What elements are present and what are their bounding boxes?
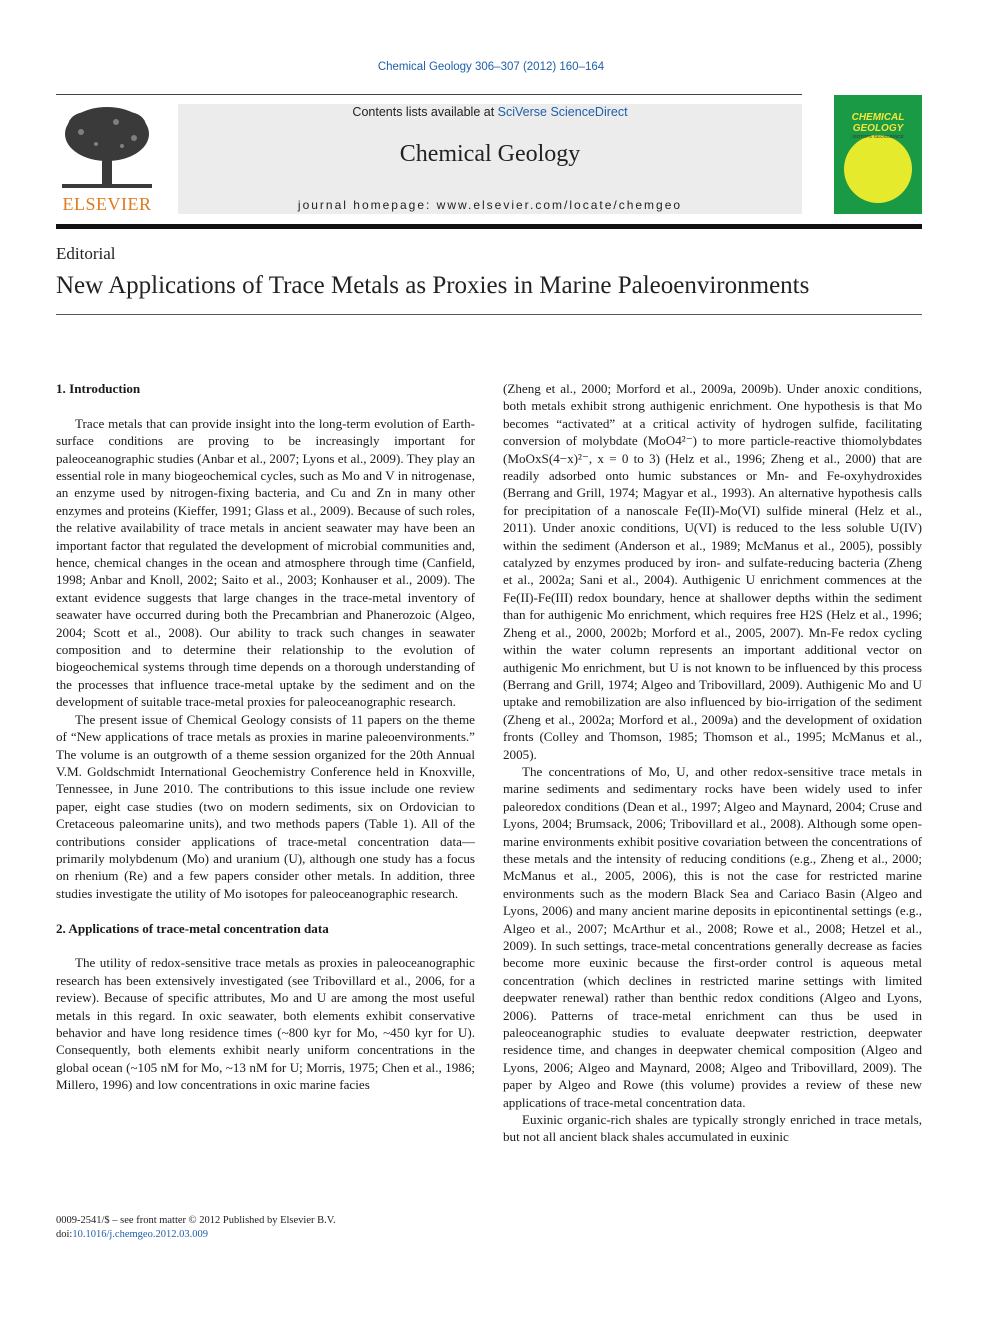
right-column [503, 380, 922, 1146]
cover-subtitle: ISOTOPE GEOSCIENCE [852, 134, 904, 139]
title-rule [56, 314, 922, 315]
doi-link[interactable]: 10.1016/j.chemgeo.2012.03.009 [72, 1229, 208, 1240]
section-heading-introduction: 1. Introduction [56, 381, 141, 396]
paragraph: (Zheng et al., 2000; Morford et al., 2009a, 2009b). Under anoxic conditions, both metals exhibit strong authigenic enrichment. One hypothesis is that Mo becomes “activated” at a critical activity of hydrogen sulfide, facilitating conversion of molybdate (MoO4²⁻) to more particle-reactive thiomolybdates (MoOxS(4−x)²⁻, x = 0 to 3) (Helz et al., 1996; Zheng et al., 2000) that are readily adsorbed onto humic substances or Mn- and Fe-oxyhydroxides (Berrang and Grill, 1974; Magyar et al., 1993). An alternative hypothesis calls for precipitation of a nanoscale Fe(II)-Mo(VI) sulfide mineral (Helz et al., 2011). Under anoxic conditions, U(VI) is reduced to the less soluble U(IV) within the sediment (Anderson et al., 1989; McManus et al., 2005), possibly catalyzed by enzymes produced by iron- and sulfate-reducing bacteria (Zheng et al., 2002a; Sani et al., 2004). Authigenic U enrichment commences at the Fe(II)-Fe(III) redox boundary, hence at shallower depths within the sediment than for authigenic Mo enrichment, which requires free H2S (Helz et al., 1996; Zheng et al., 2000, 2002b; Morford et al., 2005, 2007). Mn-Fe redox cycling within the water column represents an important additional vector on authigenic Mo enrichment, but U is not known to be influenced by this process (Berrang and Grill, 1974; Algeo and Tribovillard, 2009). Authigenic Mo and U uptake and remobilization are also influenced by bio-irrigation of the sediment (Zheng et al., 2002a; Morford et al., 2009a) and the development of oxidation fronts (Colley and Thomson, 1985; Thomson et al., 1995; McManus et al., 2005). [503, 381, 922, 762]
cover-emblem [844, 135, 912, 203]
journal-name: Chemical Geology [399, 141, 581, 167]
section-heading-applications: 2. Applications of trace-metal concentration data [56, 920, 329, 936]
header-top-rule [56, 94, 802, 95]
issn-line: 0009-2541/$ – see front matter © 2012 Published by Elsevier B.V. [56, 1215, 336, 1226]
journal-homepage: journal homepage: www.elsevier.com/locate/chemgeo [297, 198, 683, 212]
footer [56, 1214, 336, 1242]
paragraph: The utility of redox-sensitive trace metals as proxies in paleoceanographic research has been extensively investigated (see Tribovillard et al., 2006, for a review). Because of specific attributes, Mo and U are among the most useful metals in this regard. In oxic seawater, both elements exhibit conservative behavior and have long residence times (~800 kyr for Mo, ~450 kyr for U). Consequently, both elements exhibit nearly uniform concentrations in the global ocean (~105 nM for Mo, ~13 nM for U; Morris, 1975; Chen et al., 1986; Millero, 1996) and low concentrations in oxic marine facies [56, 955, 475, 1093]
paragraph: The present issue of Chemical Geology consists of 11 papers on the theme of “New applications of trace metals as proxies in marine paleoenvironments.” The volume is an outgrowth of a theme session organized for the 20th Annual V.M. Goldschmidt International Geochemistry Conference held in Knoxville, Tennessee, in June 2010. The contributions to this issue include one review paper, eight case studies (two on modern sediments, six on Ordovician to Cretaceous paleomarine units), and two methods papers (Table 1). All of the contributions consider applications of trace-metal concentration data—primarily molybdenum (Mo) and uranium (U), although one study has a focus on rhenium (Re) and a few papers consider other metals. In addition, three studies investigate the utility of Mo isotopes for paleoceanographic research. [56, 711, 475, 901]
paragraph: The concentrations of Mo, U, and other redox-sensitive trace metals in marine sediments and sedimentary rocks have been widely used to infer paleoredox conditions (Dean et al., 1997; Algeo and Maynard, 2004; Cruse and Lyons, 2004; Brumsack, 2006; Tribovillard et al., 2008). Although some open-marine environments exhibit positive covariation between the concentrations of these metals and the intensity of reducing conditions (e.g., Zheng et al., 2000; McManus et al., 2005, 2006), this is not the case for restricted marine environments such as the modern Black Sea and Cariaco Basin (Algeo and Lyons, 2006) and many ancient marine deposits in epicontinental settings (e.g., Algeo et al., 2007; McArthur et al., 2008; Rowe et al., 2008; Hetzel et al., 2009). In such settings, trace-metal concentrations generally decrease as facies become more euxinic because the first-order control is aqueous metal concentration (which declines in restricted marine settings with limited deepwater renewal) rather than benthic redox conditions (Algeo and Lyons, 2006). Patterns of trace-metal enrichment can thus be used in paleoceanographic studies to evaluate deepwater restriction, deepwater residence time, and changes in deepwater chemical composition (Algeo and Lyons, 2006; Algeo and Maynard, 2008; Algeo and Tribovillard, 2009). The paper by Algeo and Rowe (this volume) provides a review of these new applications of trace-metal concentration data. [503, 763, 922, 1110]
doi-line [56, 1228, 336, 1242]
contents-prefix: Contents lists available at [352, 105, 498, 119]
elsevier-wordmark: ELSEVIER [62, 194, 152, 214]
article-type: Editorial [56, 244, 116, 263]
sciencedirect-link[interactable]: SciVerse ScienceDirect [497, 105, 628, 119]
doi-prefix: doi: [56, 1229, 73, 1240]
contents-line [178, 105, 802, 119]
cover-title: CHEMICAL GEOLOGY [851, 112, 905, 134]
paragraph: Trace metals that can provide insight into the long-term evolution of Earth-surface conditions are proving to be increasingly important for paleoceanographic studies (Anbar et al., 2007; Lyons et al., 2009). They play an essential role in many biogeochemical cycles, such as Mo and V in nitrogenase, an enzyme used by nitrogen-fixing bacteria, and Cu and Zn in many other enzymes and proteins (Kieffer, 1991; Glass et al., 2009). Because of such roles, the relative availability of trace metals in ancient seawater may have been an important factor that regulated the development of microbial communities and, hence, chemical changes in the ocean and atmosphere through time (Canfield, 1998; Anbar and Knoll, 2002; Saito et al., 2003; Konhauser et al., 2009). The extant evidence suggests that large changes in the trace-metal inventory of seawater have occurred during both the Precambrian and Phanerozoic (Algeo, 2004; Scott et al., 2008). Our ability to track such changes in seawater composition and to determine their relationship to the evolution of biogeochemical systems through time depends on a thorough understanding of the processes that influence trace-metal uptake by the sediment and on the development of suitable trace-metal proxies for paleoceanographic research. [56, 415, 475, 710]
journal-citation[interactable]: Chemical Geology 306–307 (2012) 160–164 [377, 61, 605, 73]
journal-cover-thumbnail[interactable] [834, 95, 922, 214]
header-thick-rule [56, 224, 922, 229]
left-column [56, 380, 475, 1094]
paragraph: Euxinic organic-rich shales are typically strongly enriched in trace metals, but not all ancient black shales accumulated in euxinic [503, 1112, 922, 1145]
article-title: New Applications of Trace Metals as Proxies in Marine Paleoenvironments [56, 272, 810, 299]
